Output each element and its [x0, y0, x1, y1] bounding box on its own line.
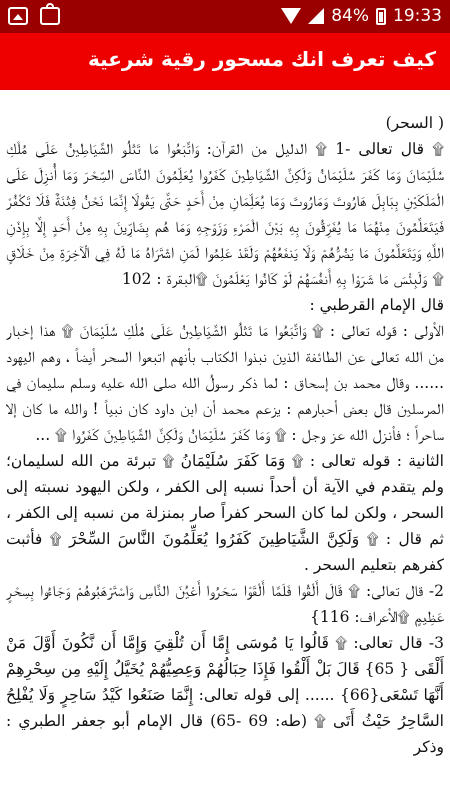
article-paragraph: ۩ قال تعالى -1 ۩ الدليل من القرآن: وَاتَّبَعُوا مَا تَتْلُو الشَّيَاطِينُ عَلَى مُلْكِ سُلَيْمَانَ وَمَا كَفَرَ سُلَيْمَانُ وَلَكِنَّ الشَّيَاطِينَ كَفَرُوا يُعَلِّمُونَ النَّاسَ السِّحْرَ وَمَا أُنزِلَ عَلَى الْمَلَكَيْنِ بِبَابِلَ هَارُوتَ وَمَارُوتَ وَمَا يُعَلِّمَانِ مِنْ أَحَدٍ حَتَّى يَقُولَا إِنَّمَا نَحْنُ فِتْنَةٌ فَلَا تَكْفُرْ فَيَتَعَلَّمُونَ مِنْهُمَا مَا يُفَرِّقُونَ بِهِ بَيْنَ الْمَرْءِ وَزَوْجِهِ وَمَا هُم بِضَارِّينَ بِهِ مِنْ أَحَدٍ إِلَّا بِإِذْنِ اللَّهِ وَيَتَعَلَّمُونَ مَا يَضُرُّهُمْ وَلَا يَنفَعُهُمْ وَلَقَدْ عَلِمُوا لَمَنِ اشْتَرَاهُ مَا لَهُ فِي الْآخِرَةِ مِنْ خَلَاقٍ ۩ وَلَبِئْسَ مَا شَرَوْا بِهِ أَنفُسَهُمْ لَوْ كَانُوا يَعْلَمُونَ ۩البقرة : 102 — [6, 140, 444, 288]
article-paragraph: ( السحر) — [385, 114, 444, 132]
signal-icon — [308, 8, 324, 24]
status-bar — [0, 0, 450, 33]
battery-icon — [376, 8, 386, 25]
wifi-icon — [281, 8, 301, 24]
article-paragraph: قال الإمام القرطبي : — [309, 296, 444, 314]
article-paragraph: الأولى : قوله تعالى : ۩ وَاتَّبَعُوا مَا تَتْلُو الشَّيَاطِينُ عَلَى مُلْكِ سُلَيْمَانَ ۩ هذا إخبار من الله تعالى عن الطائفة الذين نبذوا الكتاب بأنهم اتبعوا السحر أيضاً ، وهم اليهود ...... وقال محمد بن إسحاق : لما ذكر رسولُ الله صلى الله عليه وسلم سليمان في المرسلين قال بعض أحبارهم : يزعم محمد أن ابن داود كان نبياً ! والله ما كان إلا ساحراً ؛ فأنزل الله عز وجل : ۩ وَمَا كَفَرَ سُلَيْمَانُ وَلَكِنَّ الشَّيَاطِينَ كَفَرُوا ۩ ... — [6, 322, 444, 444]
app-bar — [0, 33, 450, 90]
article-content[interactable] — [6, 110, 444, 800]
article-paragraph: الثانية : قوله تعالى : ۩ وَمَا كَفَرَ سُلَيْمَانُ ۩ تبرئة من الله لسليمان؛ ولم يتقدم في الآية أن أحداً نسبه إلى الكفر ، ولكن اليهود نسبته إلى السحر ، ولكن لما كان السحر كفراً صار بمنزلة من نسبه إلى الكفر ، ثم قال : ۩ وَلَكِنَّ الشَّيَاطِينَ كَفَرُوا يُعَلِّمُونَ النَّاسَ السِّحْرَ ۩ فأثبت كفرهم بتعليم السحر . — [6, 452, 444, 574]
image-icon — [8, 7, 28, 25]
battery-percent: 84% — [331, 6, 369, 26]
shopping-bag-icon — [40, 7, 60, 25]
article-paragraph: 3- قال تعالى: ۩ قَالُوا يَا مُوسَى إِمَّا أَن تُلْقِيَ وَإِمَّا أَن نَّكُونَ أَوَّلَ مَنْ أَلْقَى { 65} قَالَ بَلْ أَلْقُوا فَإِذَا حِبَالُهُمْ وَعِصِيُّهُمْ يُخَيَّلُ إِلَيْهِ مِن سِحْرِهِمْ أَنَّهَا تَسْعَى{66} ...... إلى قوله تعالى: إِنَّمَا صَنَعُوا كَيْدُ سَاحِرٍ وَلَا يُفْلِحُ السَّاحِرُ حَيْثُ أَتَى ۩ (طه: 69 -65) قال الإمام أبو جعفر الطبري : وذكر — [6, 634, 444, 756]
clock: 19:33 — [393, 6, 442, 26]
article-paragraph: 2- قال تعالى: ۩ قَالَ أَلْقُوا فَلَمَّا أَلْقَوْا سَحَرُوا أَعْيُنَ النَّاسِ وَاسْتَرْهَبُوهُمْ وَجَاءُوا بِسِحْرٍ عَظِيمٍ ۩الأعراف: 116} — [6, 582, 444, 626]
page-title: كيف تعرف انك مسحور رقية شرعية — [87, 47, 436, 71]
